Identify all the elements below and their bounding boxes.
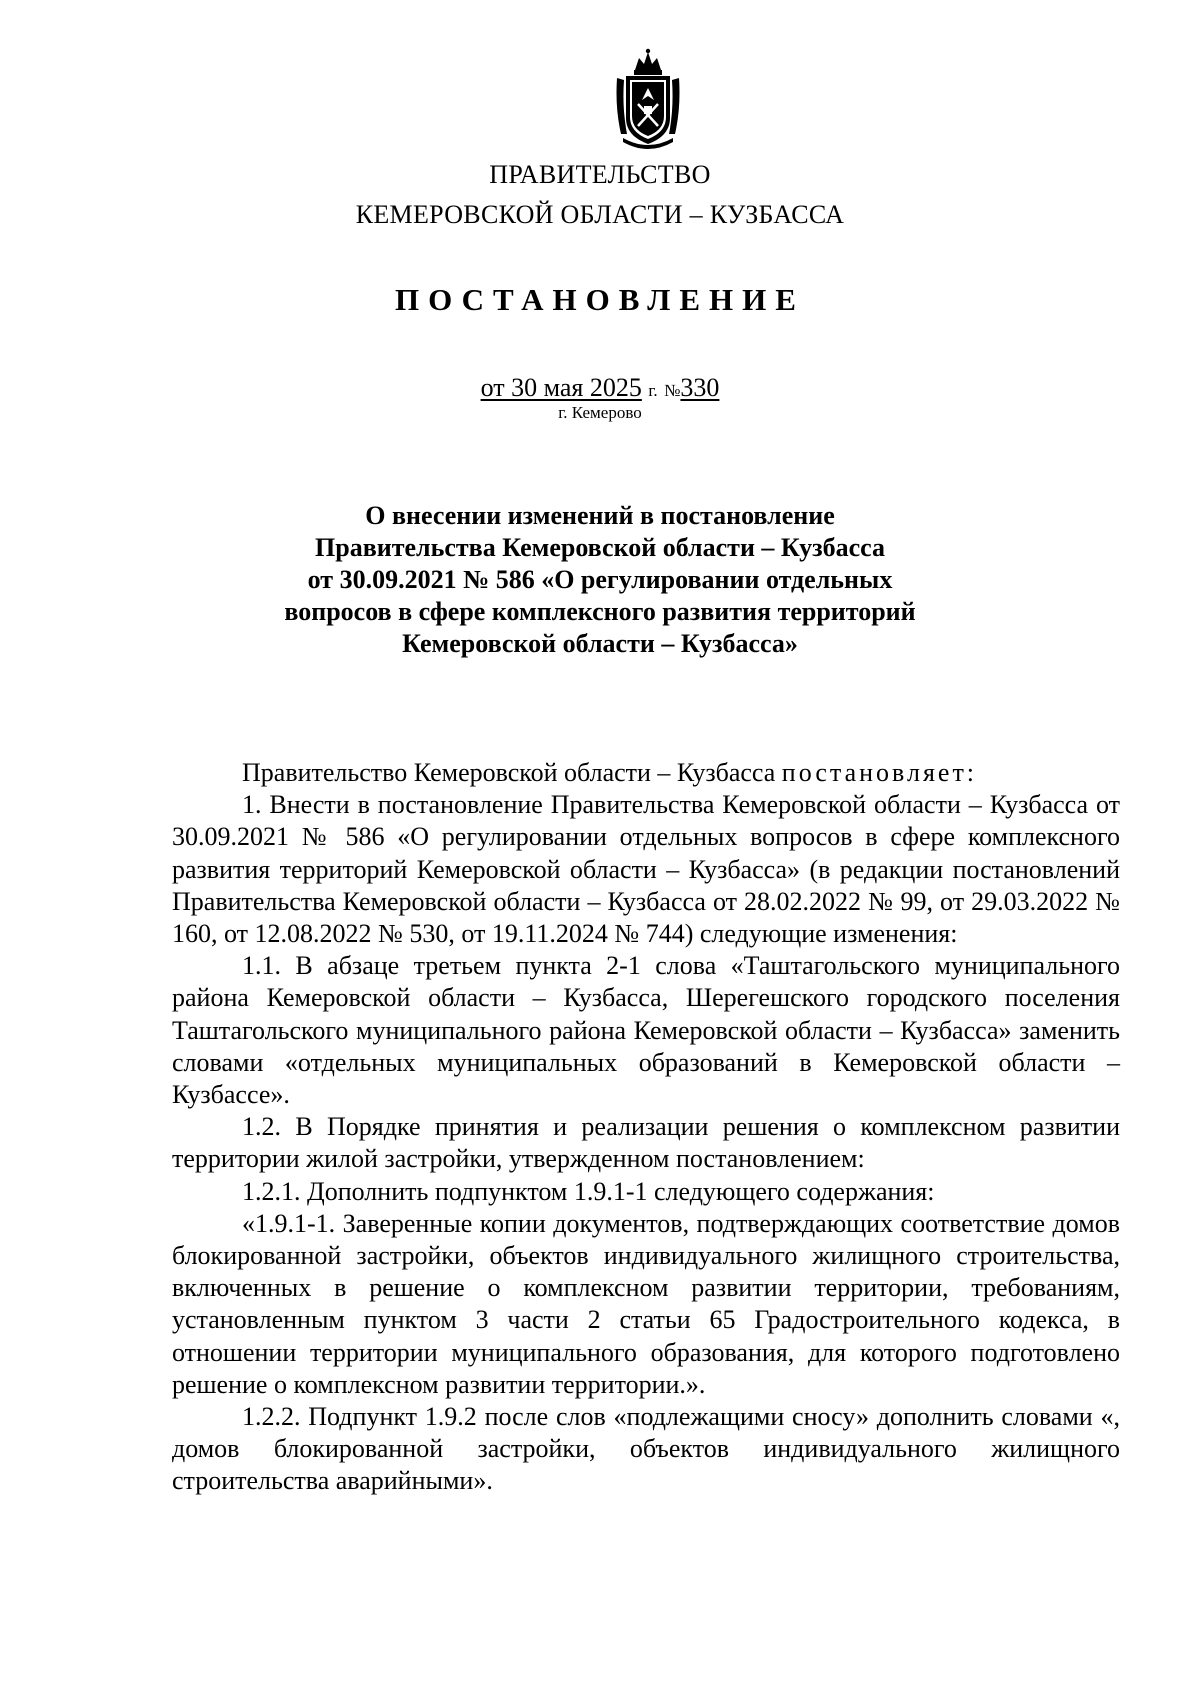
body-paragraph: 1.2.2. Подпункт 1.9.2 после слов «подлежащими сносу» дополнить словами «, домов блокированной застройки, объектов индивидуального жилищного строительства аварийными».	[172, 1402, 1120, 1496]
subject-line: от 30.09.2021 № 586 «О регулировании отдельных	[307, 565, 893, 594]
decree-number: 330	[680, 373, 720, 402]
government-name-line1: ПРАВИТЕЛЬСТВО	[489, 160, 711, 189]
city-name: г. Кемерово	[558, 403, 642, 422]
government-name-line2: КЕМЕРОВСКОЙ ОБЛАСТИ – КУЗБАССА	[355, 200, 845, 229]
year-suffix: г.	[648, 381, 658, 400]
preamble-text: Правительство Кемеровской области – Кузбасса	[242, 758, 782, 787]
dateline	[0, 373, 1200, 406]
coat-of-arms-emblem	[613, 48, 683, 150]
subject-line: Кемеровской области – Кузбасса»	[402, 629, 798, 658]
decree-body	[172, 757, 1120, 1498]
body-paragraph: 1.2.1. Дополнить подпунктом 1.9.1-1 следующего содержания:	[242, 1176, 935, 1206]
number-sign: №	[664, 381, 681, 400]
subject-line: Правительства Кемеровской области – Кузбасса	[315, 533, 885, 562]
body-paragraph: 1.1. В абзаце третьем пункта 2-1 слова «Таштагольского муниципального района Кемеровской области – Кузбасса, Шерегешского городского поселения Таштагольского муниципального района Кемеровской области – Кузбасса» заменить словами «отдельных муниципальных образований в Кемеровской области – Кузбассе».	[172, 951, 1120, 1110]
body-paragraph: «1.9.1-1. Заверенные копии документов, подтверждающих соответствие домов блокированной застройки, объектов индивидуального жилищного строительства, включенных в решение о комплексном развитии территории, требованиям, установленным пунктом 3 части 2 статьи 65 Градостроительного кодекса, в отношении территории муниципального образования, для которого подготовлено решение о комплексном развитии территории.».	[172, 1208, 1120, 1399]
body-paragraph: 1. Внести в постановление Правительства Кемеровской области – Кузбасса от 30.09.2021 № 586 «О регулировании отдельных вопросов в сфере комплексного развития территорий Кемеровской области – Кузбасса» (в редакции постановлений Правительства Кемеровской области – Кузбасса от 28.02.2022 № 99, от 29.03.2022 № 160, от 12.08.2022 № 530, от 19.11.2024 № 744) следующие изменения:	[172, 790, 1120, 949]
decree-subject	[240, 500, 960, 660]
body-paragraph: 1.2. В Порядке принятия и реализации решения о комплексном развитии территории жилой застройки, утвержденном постановлением:	[172, 1112, 1120, 1174]
decree-date: от 30 мая 2025	[480, 373, 642, 402]
subject-line: вопросов в сфере комплексного развития территорий	[284, 597, 916, 626]
preamble-verb: постановляет:	[781, 758, 978, 787]
decree-title: ПОСТАНОВЛЕНИЕ	[395, 282, 805, 317]
subject-line: О внесении изменений в постановление	[365, 501, 835, 530]
preamble-paragraph	[172, 757, 1120, 789]
